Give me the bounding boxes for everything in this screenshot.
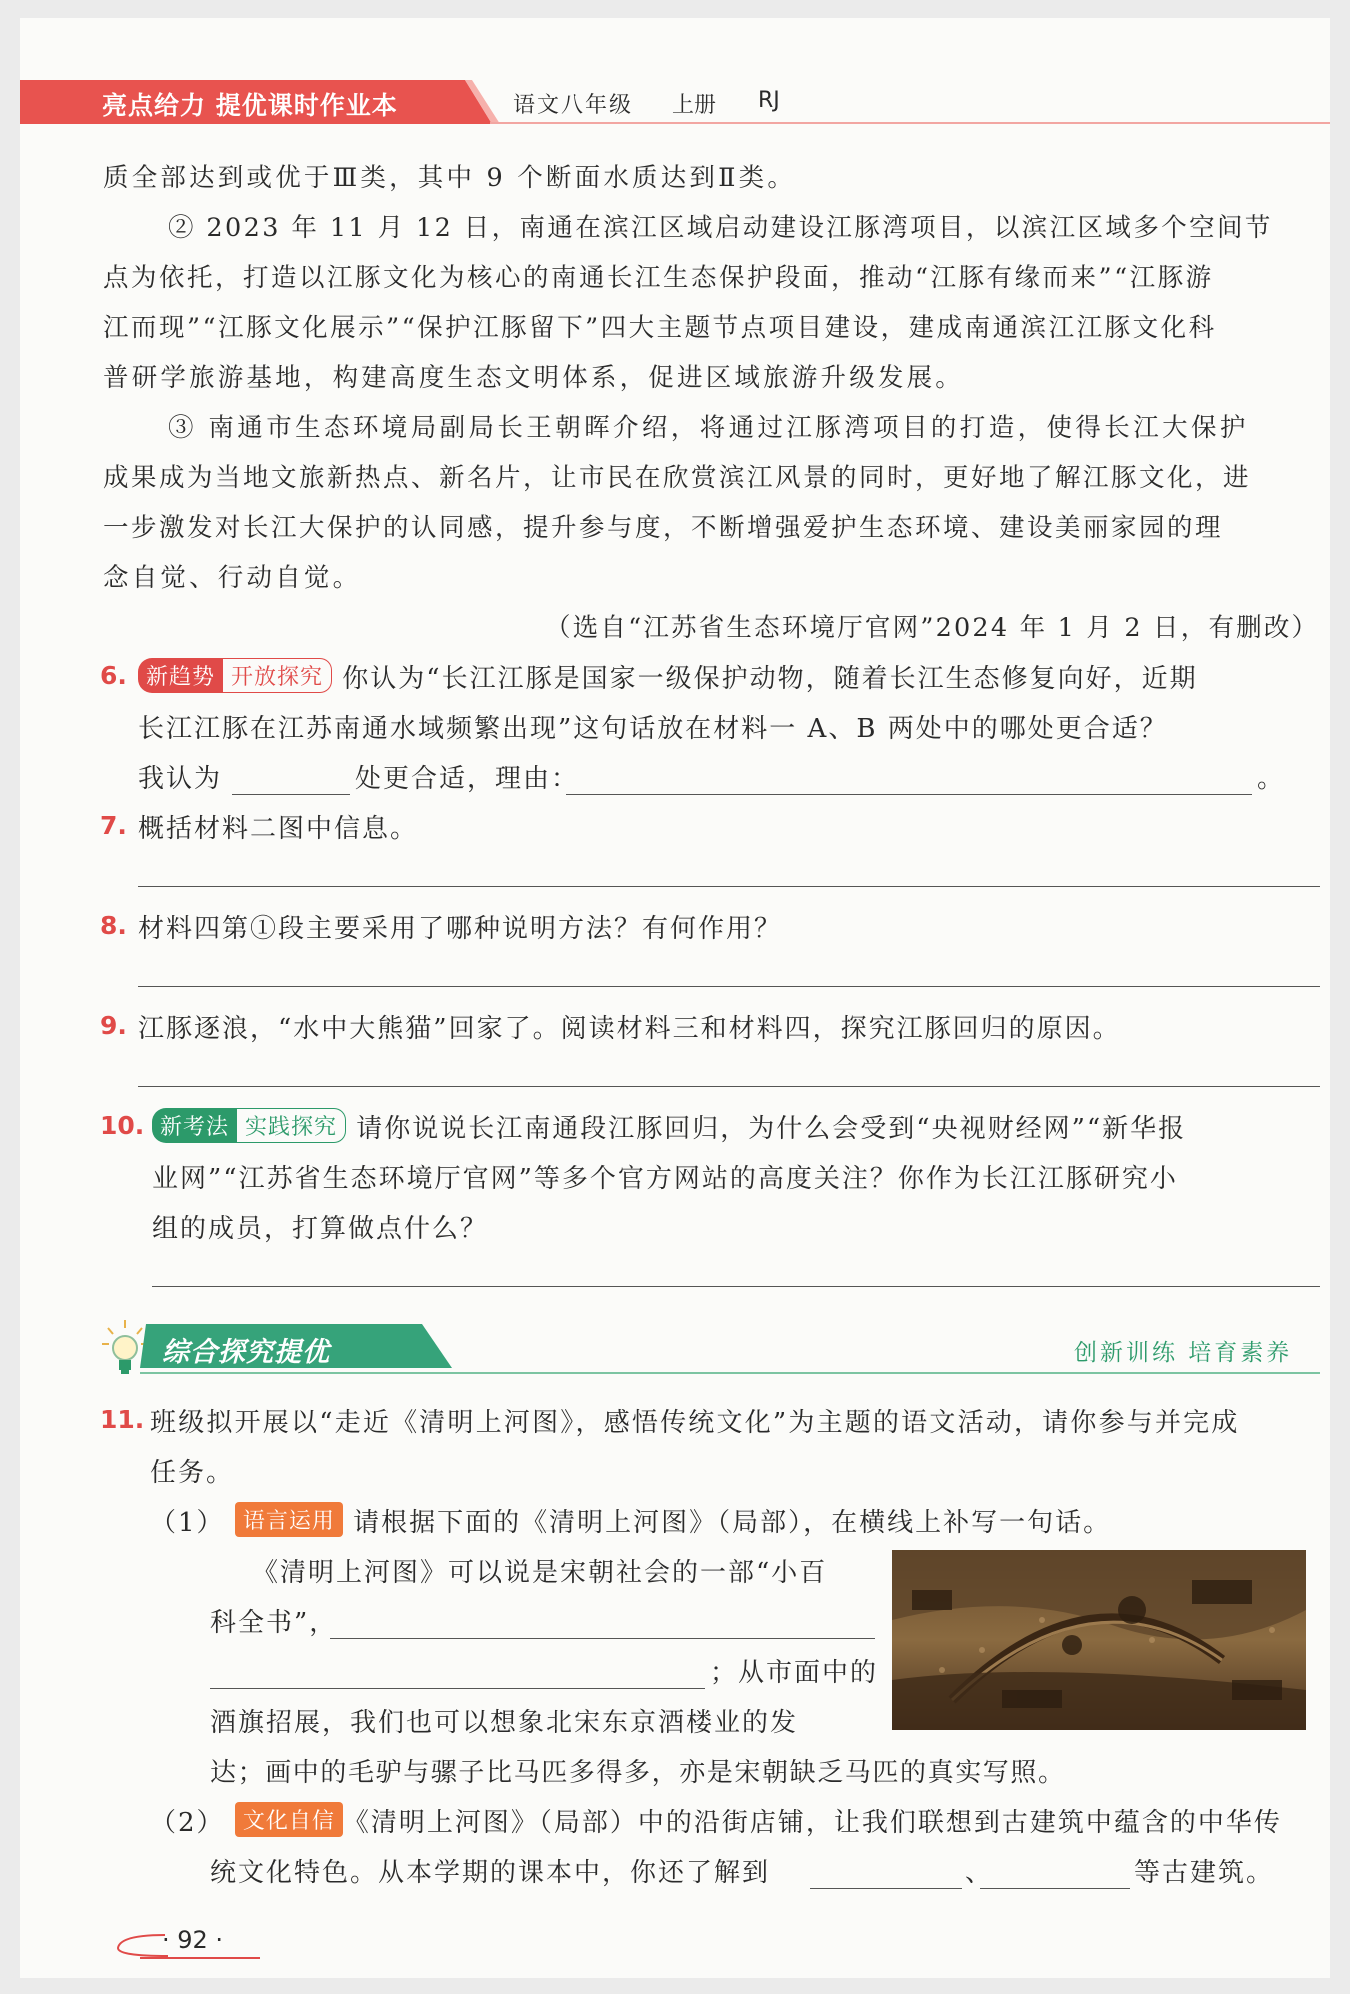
passage-para3-line4: 念自觉、行动自觉。: [103, 563, 362, 593]
question-11-part2-number: （2）: [150, 1808, 225, 1838]
footer-underline: [140, 1957, 260, 1959]
question-10-text-1: 请你说说长江南通段江豚回归，为什么会受到“央视财经网”“新华报: [356, 1114, 1187, 1144]
section-header: [100, 1318, 1320, 1388]
question-11-part1-blank-2[interactable]: [210, 1688, 705, 1689]
question-11-part2-separator: 、: [965, 1858, 994, 1888]
question-11-part1-para-c: ；从市面中的: [710, 1658, 879, 1688]
question-7-answer-line[interactable]: [138, 886, 1320, 887]
passage-para3-line1: ③ 南通市生态环境局副局长王朝晖介绍，将通过江豚湾项目的打造，使得长江大保护: [168, 413, 1249, 443]
question-11-part2-text-1: 《清明上河图》（局部）中的沿街店铺，让我们联想到古建筑中蕴含的中华传: [342, 1808, 1282, 1838]
question-10-line1: [152, 1108, 1186, 1145]
question-6-line2: 长江江豚在江苏南通水域频繁出现”这句话放在材料一 A、B 两处中的哪处更合适？: [138, 714, 1168, 744]
question-7-number: 7.: [100, 811, 127, 840]
question-8-answer-line[interactable]: [138, 986, 1320, 987]
question-11-part2-line1: [150, 1802, 1282, 1839]
header-underline: [490, 122, 1330, 124]
passage-source: （选自“江苏省生态环境厅官网”2024 年 1 月 2 日，有删改）: [545, 613, 1320, 643]
question-10-badge-method: 新考法: [152, 1108, 237, 1143]
workbook-page: [20, 18, 1330, 1978]
passage-para2-line3: 江而现”“江豚文化展示”“保护江豚留下”四大主题节点项目建设，建成南通滨江江豚文化科: [103, 313, 1217, 343]
qingming-painting-image: [892, 1550, 1306, 1730]
section-slogan: 创新训练 培育素养: [1074, 1340, 1293, 1366]
question-11-part1-line: [150, 1502, 1111, 1539]
question-11-part2-blank-1[interactable]: [810, 1888, 962, 1889]
question-6-badge-trend: 新趋势: [138, 658, 223, 693]
passage-para2-line2: 点为依托，打造以江豚文化为核心的南通长江生态保护段面，推动“江豚有缘而来”“江豚游: [103, 263, 1214, 293]
question-7-text: 概括材料二图中信息。: [138, 814, 419, 844]
question-9-number: 9.: [100, 1011, 127, 1040]
question-11-line1: 班级拟开展以“走近《清明上河图》，感悟传统文化”为主题的语文活动，请你参与并完成: [150, 1408, 1240, 1438]
header-volume: 上册: [672, 93, 717, 118]
passage-para2-line1: ② 2023 年 11 月 12 日，南通在滨江区域启动建设江豚湾项目，以滨江区域多个空间节: [168, 213, 1273, 243]
question-11-part1-badge: 语言运用: [235, 1502, 343, 1537]
question-8-text: 材料四第①段主要采用了哪种说明方法？有何作用？: [138, 914, 783, 944]
question-6-prompt-a: 我认为: [138, 764, 223, 794]
question-11-part1-para-e: 达；画中的毛驴与骡子比马匹多得多，亦是宋朝缺乏马匹的真实写照。: [210, 1758, 1066, 1788]
question-11-part1-para-b: 科全书”，: [210, 1608, 338, 1638]
question-11-part2-suffix: 等古建筑。: [1134, 1858, 1275, 1888]
question-6-badge-type: 开放探究: [223, 658, 332, 693]
section-title: 综合探究提优: [162, 1337, 330, 1368]
passage-para2-line4: 普研学旅游基地，构建高度生态文明体系，促进区域旅游升级发展。: [103, 363, 965, 393]
question-6-answer-blank-reason[interactable]: [566, 794, 1252, 795]
footer-swoosh: [110, 1930, 170, 1960]
question-11-part2-blank-2[interactable]: [980, 1888, 1130, 1889]
question-8-number: 8.: [100, 911, 127, 940]
question-11-part1-number: （1）: [150, 1508, 225, 1538]
question-10-answer-line[interactable]: [152, 1286, 1320, 1287]
question-10-badge-type: 实践探究: [237, 1108, 346, 1143]
question-11-number: 11.: [100, 1405, 145, 1434]
question-11-part2-prompt: 统文化特色。从本学期的课本中，你还了解到: [210, 1858, 771, 1888]
question-10-line3: 组的成员，打算做点什么？: [152, 1214, 489, 1244]
header-brand: 亮点给力 提优课时作业本: [102, 91, 398, 120]
header-subject: 语文八年级: [513, 93, 634, 118]
question-11-part1-para-a: 《清明上河图》可以说是宋朝社会的一部“小百: [252, 1558, 828, 1588]
question-6-answer-blank-location[interactable]: [232, 794, 350, 795]
passage-line: 质全部达到或优于Ⅲ类，其中 9 个断面水质达到Ⅱ类。: [103, 163, 797, 193]
section-underline: [140, 1372, 1320, 1374]
question-6-line1: [138, 658, 1198, 695]
question-11-part1-text: 请根据下面的《清明上河图》（局部），在横线上补写一句话。: [353, 1508, 1112, 1538]
header-banner: [20, 80, 1330, 124]
question-9-answer-line[interactable]: [138, 1086, 1320, 1087]
passage-para3-line2: 成果成为当地文旅新热点、新名片，让市民在欣赏滨江风景的同时，更好地了解江豚文化，进: [103, 463, 1252, 493]
question-11-part2-badge: 文化自信: [235, 1802, 343, 1837]
question-10-line2: 业网”“江苏省生态环境厅官网”等多个官方网站的高度关注？你作为长江江豚研究小: [152, 1164, 1178, 1194]
question-11-line2: 任务。: [150, 1458, 235, 1488]
question-6-prompt-b: 处更合适，理由：: [355, 764, 580, 794]
passage-para3-line3: 一步激发对长江大保护的认同感，提升参与度，不断增强爱护生态环境、建设美丽家园的理: [103, 513, 1224, 543]
page-number: · 92 ·: [162, 1926, 224, 1954]
question-10-number: 10.: [100, 1111, 145, 1140]
question-9-text: 江豚逐浪，“水中大熊猫”回家了。阅读材料三和材料四，探究江豚回归的原因。: [138, 1014, 1121, 1044]
question-6-text-1: 你认为“长江江豚是国家一级保护动物，随着长江生态修复向好，近期: [342, 664, 1198, 694]
header-edition: RJ: [758, 88, 780, 113]
question-6-number: 6.: [100, 661, 127, 690]
question-11-part1-blank-1[interactable]: [330, 1638, 875, 1639]
question-11-part1-para-d: 酒旗招展，我们也可以想象北宋东京酒楼业的发: [210, 1708, 799, 1738]
question-6-period: 。: [1257, 764, 1286, 794]
